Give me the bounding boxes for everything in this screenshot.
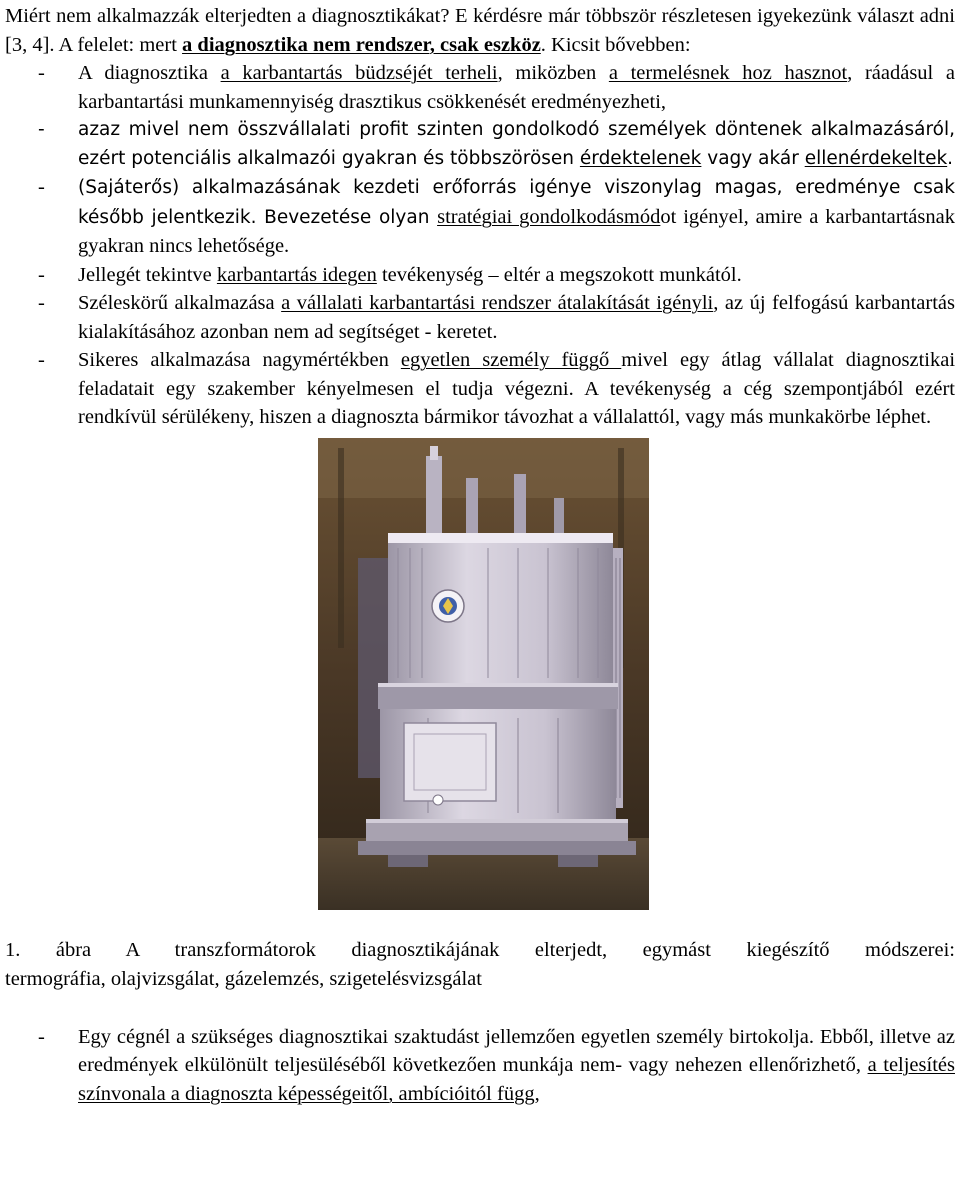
list-dash: - xyxy=(38,119,45,140)
list-item-text: Sikeres alkalmazása nagymértékben xyxy=(78,349,401,371)
list-item-text: mivel egy átlag vállalat diagnosztikai feladatait egy szakember kényelmesen el tudja végezni. A tevékenység a cég szempontjából ezért rendkívül sérülékeny, hiszen a diagnoszta bármikor távozhat a vállalattól, vagy más munkakörbe léphet. xyxy=(78,349,956,428)
underlined-phrase: érdektelenek xyxy=(579,147,702,169)
list-dash: - xyxy=(38,292,45,314)
list-item-text: Egy cégnél a szükséges diagnosztikai szaktudást jellemzően egyetlen személy birtokolja. Ebből, illetve az eredmények elkülönült teljesüléséből következően munkája nem- vagy nehezen ellenőrizhető, xyxy=(78,1025,955,1076)
list-dash: - xyxy=(38,263,45,286)
underlined-phrase: ellenérdekeltek xyxy=(804,147,948,169)
list-item-text: A diagnosztika xyxy=(78,62,221,84)
list-item-text: vagy akár xyxy=(701,147,805,169)
underlined-phrase: karbantartás idegen xyxy=(216,263,377,286)
list-dash: - xyxy=(38,1025,45,1048)
intro-after: . Kicsit bővebben: xyxy=(540,33,691,56)
caption-line-2: termográfia, olajvizsgálat, gázelemzés, szigetelésvizsgálat xyxy=(5,967,482,990)
underlined-phrase: a termelésnek hoz hasznot xyxy=(608,62,848,84)
list-item-restructure xyxy=(5,289,955,346)
underlined-phrase: a vállalati karbantartási rendszer átalakítását igényli xyxy=(281,292,714,314)
list-item-decision xyxy=(5,116,955,173)
intro-answer: a diagnosztika nem rendszer, csak eszköz xyxy=(182,33,541,56)
list-item-text: ot igényel, amire a karbantartásnak gyakran nincs lehetősége. xyxy=(78,205,955,257)
list-item-single-person xyxy=(5,346,955,432)
list-dash: - xyxy=(38,349,45,371)
list-item-expertise xyxy=(5,1023,955,1109)
list-item-text: , miközben xyxy=(497,62,609,84)
list-item-text: , xyxy=(534,1082,540,1105)
list-item-text: . xyxy=(947,147,954,169)
figure-transformer xyxy=(5,436,955,936)
list-dash: - xyxy=(38,176,45,198)
transformer-photo xyxy=(318,438,649,910)
list-item-text: Széleskörű alkalmazása xyxy=(78,292,282,314)
list-item-text: , az új felfogású karbantartás kialakításához azonban nem ad segítséget - keretet. xyxy=(78,292,956,343)
spacer xyxy=(5,994,955,1023)
list-dash: - xyxy=(38,62,45,84)
underlined-phrase: a teljesítés színvonala a diagnoszta képességeitől, ambícióitól függ xyxy=(78,1054,955,1105)
list-item-text: , ráadásul a karbantartási munkamennyiség drasztikus csökkenését eredményezheti, xyxy=(78,62,955,113)
figure-caption xyxy=(5,936,955,994)
intro-text: Miért nem alkalmazzák elterjedten a diagnosztikákat? E kérdésre már többször részletesen igyekezünk választ adni [3, 4]. A felelet: mert xyxy=(5,5,955,56)
list-item-character xyxy=(5,261,955,290)
underlined-phrase: a karbantartás büdzséjét terheli xyxy=(220,62,498,84)
list-item-text: Jellegét tekintve xyxy=(78,263,217,286)
list-item-text: azaz mivel nem összvállalati profit szinten gondolkodó személyek döntenek alkalmazásáról, ezért potenciális alkalmazói gyakran és többszörösen xyxy=(78,119,955,169)
list-item-budget xyxy=(5,59,955,116)
caption-line-1: 1. ábra A transzformátorok diagnosztikájának elterjedt, egymást kiegészítő módszerei: xyxy=(5,938,955,961)
underlined-phrase: stratégiai gondolkodásmód xyxy=(437,205,661,228)
document-page xyxy=(5,0,955,1108)
list-item-text: tevékenység – eltér a megszokott munkától. xyxy=(376,263,742,286)
underlined-phrase: egyetlen személy függő xyxy=(400,349,622,371)
intro-paragraph xyxy=(5,2,955,59)
list-item-text: (Sajáterős) alkalmazásának kezdeti erőforrás igénye viszonylag magas, eredménye csak később jelentkezik. Bevezetése olyan xyxy=(78,177,955,228)
list-item-resources xyxy=(5,173,955,261)
